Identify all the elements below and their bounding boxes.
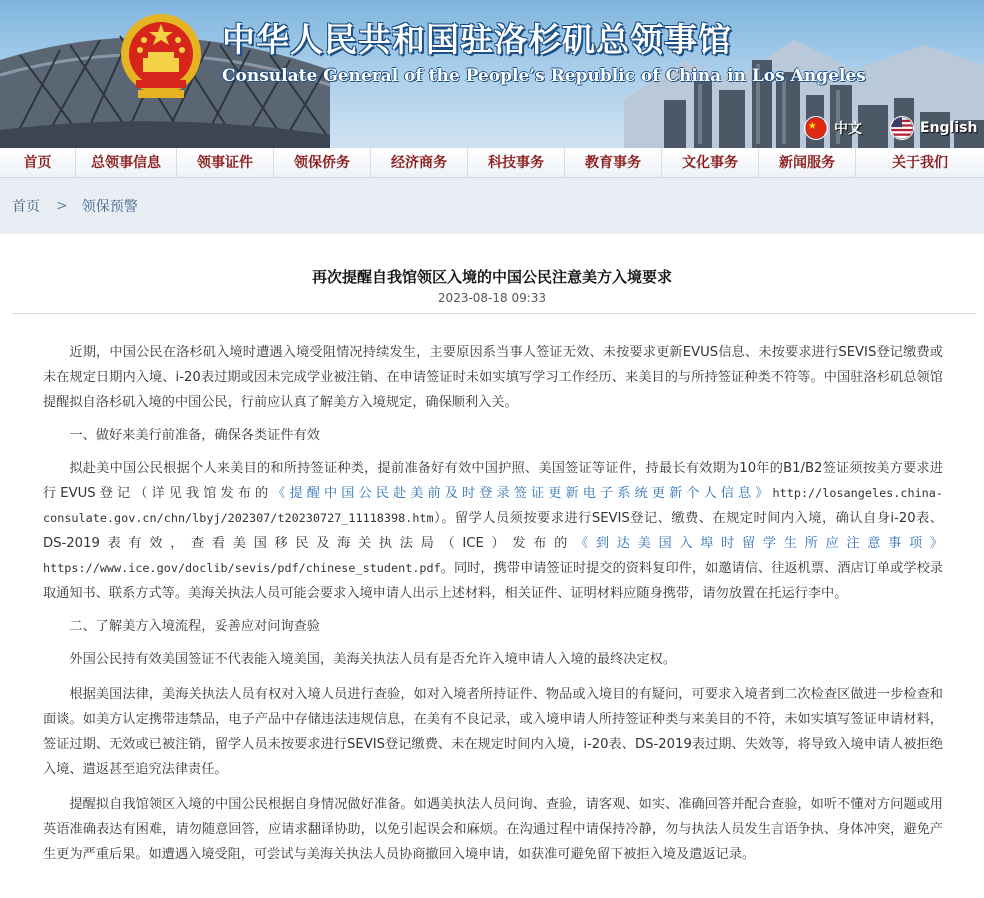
nav-item-home[interactable]: 首页 <box>0 148 76 178</box>
breadcrumb-home-link[interactable]: 首页 <box>12 199 40 215</box>
article-title: 再次提醒自我馆领区入境的中国公民注意美方入境要求 <box>311 268 672 286</box>
nav-item-protection-overseas-chinese[interactable]: 领保侨务 <box>274 148 371 178</box>
evus-notice-url: http://losangeles.china-consulate.gov.cn/chn/lbyj/202307/t20230727_11118398.htm <box>43 486 943 525</box>
nav-item-news-service[interactable]: 新闻服务 <box>759 148 856 178</box>
paragraph-inspection-law: 根据美国法律，美海关执法人员有权对入境人员进行查验，如对入境者所持证件、物品或入境目的有疑问，可要求入境者到二次检查区做进一步检查和面谈。如美方认定携带违禁品，电子产品中存储违法违规信息，在美有不良记录，或入境申请人所持签证种类与来美目的不符，未如实填写签证申请材料，签证过期、无效或已被注销，留学人员未按要求进行SEVIS登记缴费、未在规定时间内入境，i-20表、DS-2019表过期、失效等，将导致入境申请人被拒绝入境、遣返甚至追究法律责任。 <box>43 687 943 777</box>
title-divider <box>12 313 976 314</box>
breadcrumb-separator: > <box>56 198 68 214</box>
us-flag-icon <box>890 116 914 140</box>
china-flag-icon <box>804 116 828 140</box>
site-banner <box>0 0 984 148</box>
paragraph-visa-not-guarantee: 外国公民持有效美国签证不代表能入境美国，美海关执法人员有是否允许入境申请人入境的最终决定权。 <box>69 652 677 667</box>
nav-item-consul-general-info[interactable]: 总领事信息 <box>76 148 177 178</box>
nav-item-economy-commerce[interactable]: 经济商务 <box>371 148 468 178</box>
language-english-label: English <box>920 120 978 136</box>
ice-student-notice-url: https://www.ice.gov/doclib/sevis/pdf/chinese_student.pdf <box>43 561 441 575</box>
nav-item-science-technology[interactable]: 科技事务 <box>468 148 565 178</box>
language-english-link[interactable] <box>890 114 977 142</box>
language-chinese-label: 中文 <box>834 121 862 137</box>
site-subtitle: Consulate General of the People’s Republic of China in Los Angeles <box>222 66 866 86</box>
paragraph-preparation-text-c: 。同时，携带申请签证时提交的资料复印件，如邀请信、往返机票、酒店订单或学校录取通知书、联系方式等。美海关执法人员可能会要求入境申请人出示上述材料，相关证件、证明材料应随身携带，请勿放置在托运行李中。 <box>43 561 943 601</box>
section-heading-1: 一、做好来美行前准备，确保各类证件有效 <box>69 428 320 443</box>
ice-student-notice-link[interactable]: 《到达美国入埠时留学生所应注意事项》 <box>574 536 944 551</box>
national-emblem-icon <box>118 10 204 102</box>
site-title: 中华人民共和国驻洛杉矶总领事馆 <box>222 20 732 59</box>
nav-item-consular-documents[interactable]: 领事证件 <box>177 148 274 178</box>
breadcrumb-current-link[interactable]: 领保预警 <box>81 199 138 215</box>
article-date: 2023-08-18 09:33 <box>437 291 547 305</box>
paragraph-intro: 近期，中国公民在洛杉矶入境时遭遇入境受阻情况持续发生，主要原因系当事人签证无效、未按要求更新EVUS信息、未按要求进行SEVIS登记缴费或未在规定日期内入境、i-20表过期或因未完成学业被注销、在申请签证时未如实填写学习工作经历、来美目的与所持签证种类不符等。中国驻洛杉矶总领馆提醒拟自洛杉矶入境的中国公民，行前应认真了解美方入境规定，确保顺利入关。 <box>43 345 943 410</box>
nav-item-culture[interactable]: 文化事务 <box>662 148 759 178</box>
paragraph-preparation <box>43 456 943 606</box>
paragraph-advice: 提醒拟自我馆领区入境的中国公民根据自身情况做好准备。如遇美执法人员问询、查验，请客观、如实、准确回答并配合查验，如听不懂对方问题或用英语准确表达有困难，请勿随意回答，应请求翻译协助，以免引起误会和麻烦。在沟通过程中请保持冷静，勿与执法人员发生言语争执、身体冲突，避免产生更为严重后果。如遭遇入境受阻，可尝试与美海关执法人员协商撤回入境申请，如获准可避免留下被拒入境及遣返记录。 <box>43 797 943 862</box>
article-body <box>43 340 943 867</box>
evus-notice-link[interactable]: 《提醒中国公民赴美前及时登录签证更新电子系统更新个人信息》 <box>272 486 773 501</box>
nav-item-education[interactable]: 教育事务 <box>565 148 662 178</box>
nav-item-about-us[interactable]: 关于我们 <box>892 155 948 171</box>
main-nav <box>0 148 984 178</box>
breadcrumb <box>0 178 984 234</box>
paragraph-preparation-text-a: 拟赴美中国公民根据个人来美目的和所持签证种类，提前准备好有效中国护照、美国签证等证件，持最长有效期为10年的B1/B2签证须按美方要求进行EVUS登记（详见我馆发布的 <box>43 461 943 501</box>
language-chinese-link[interactable] <box>804 114 862 142</box>
section-heading-2: 二、了解美方入境流程，妥善应对问询查验 <box>69 619 320 634</box>
paragraph-preparation-text-b: ）。留学人员须按要求进行SEVIS登记、缴费、在规定时间内入境，确认自身i-20表、DS-2019表有效，查看美国移民及海关执法局（ICE）发布的 <box>43 511 943 551</box>
